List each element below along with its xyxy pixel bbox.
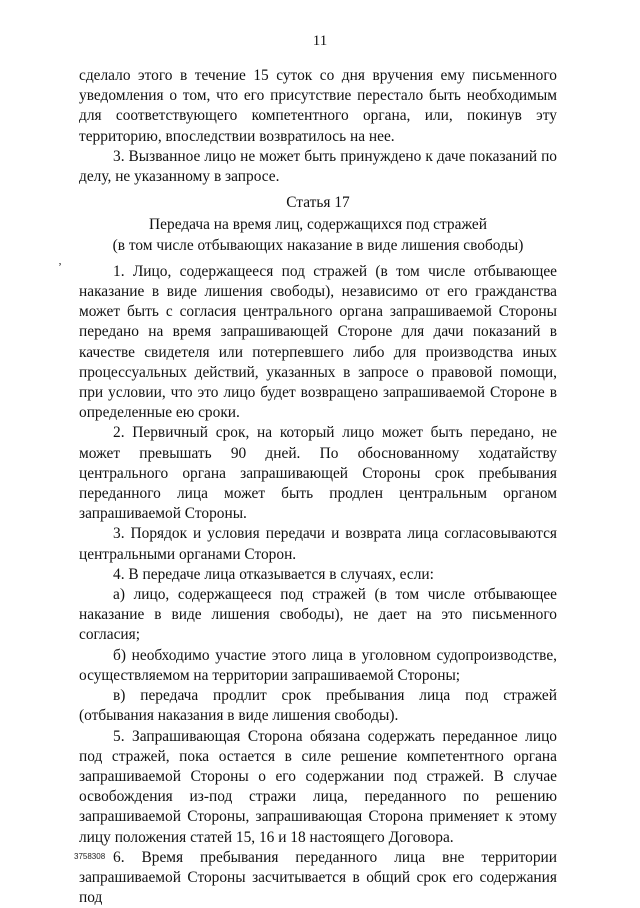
article-title-line-2: (в том числе отбывающих наказание в виде лишения свободы): [112, 236, 524, 254]
paragraph-6: 6. Время пребывания переданного лица вне территории запрашиваемой Стороны засчитывается в общий срок его содержания под: [79, 848, 557, 907]
document-body: [79, 66, 557, 908]
paragraph-2: 2. Первичный срок, на который лицо может быть передано, не может превышать 90 дней. По обоснованному ходатайству центрального органа запрашивающей Стороны срок пребывания переданного лица может быть продлен центральным органом запрашиваемой Стороны.: [79, 424, 557, 523]
continuation-paragraph: сделало этого в течение 15 суток со дня вручения ему письменного уведомления о том, что его присутствие перестало быть необходимым для соответствующего компетентного органа, или, покинув эту территорию, впоследствии возвратилось на нее.: [79, 67, 557, 145]
document-code: 3758308: [74, 852, 106, 861]
paragraph-4: 4. В передаче лица отказывается в случаях, если:: [113, 565, 434, 583]
article-title-line-1: Передача на время лиц, содержащихся под стражей: [149, 216, 487, 234]
subparagraph-b: б) необходимо участие этого лица в уголовном судопроизводстве, осуществляемом на территории запрашиваемой Стороны;: [79, 646, 557, 684]
article-heading: Статья 17: [286, 194, 350, 212]
subparagraph-v: в) передача продлит срок пребывания лица под стражей (отбывания наказания в виде лишения свободы).: [79, 687, 557, 725]
article-title: [79, 215, 557, 255]
paragraph-3: 3. Порядок и условия передачи и возврата лица согласовываются центральными органами Сторон.: [79, 525, 557, 563]
paragraph-1: 1. Лицо, содержащееся под стражей (в том числе отбывающее наказание в виде лишения свободы), независимо от его гражданства может быть с согласия центрального органа запрашиваемой Стороны передано на время запрашивающей Стороне для дачи показаний в качестве свидетеля или потерпевшего либо для производства иных процессуальных действий, указанных в запросе о правовой помощи, при условии, что это лицо будет возвращено запрашиваемой Стороне в определенные ею сроки.: [79, 262, 557, 422]
subparagraph-a: а) лицо, содержащееся под стражей (в том числе отбывающее наказание в виде лишения свободы), не дает на это письменного согласия;: [79, 586, 557, 644]
page-number: 11: [312, 33, 328, 49]
margin-mark: ‚: [58, 253, 62, 267]
paragraph-3-summons: 3. Вызванное лицо не может быть принуждено к даче показаний по делу, не указанному в запросе.: [79, 147, 557, 186]
paragraph-5: 5. Запрашивающая Сторона обязана содержать переданное лицо под стражей, пока остается в силе решение компетентного органа запрашиваемой Стороны о его содержании под стражей. В случае освобождения из-под стражи лица, переданного по решению запрашиваемой Стороны, запрашивающая Сторона применяет к этому лицу положения статей 15, 16 и 18 настоящего Договора.: [79, 727, 557, 846]
